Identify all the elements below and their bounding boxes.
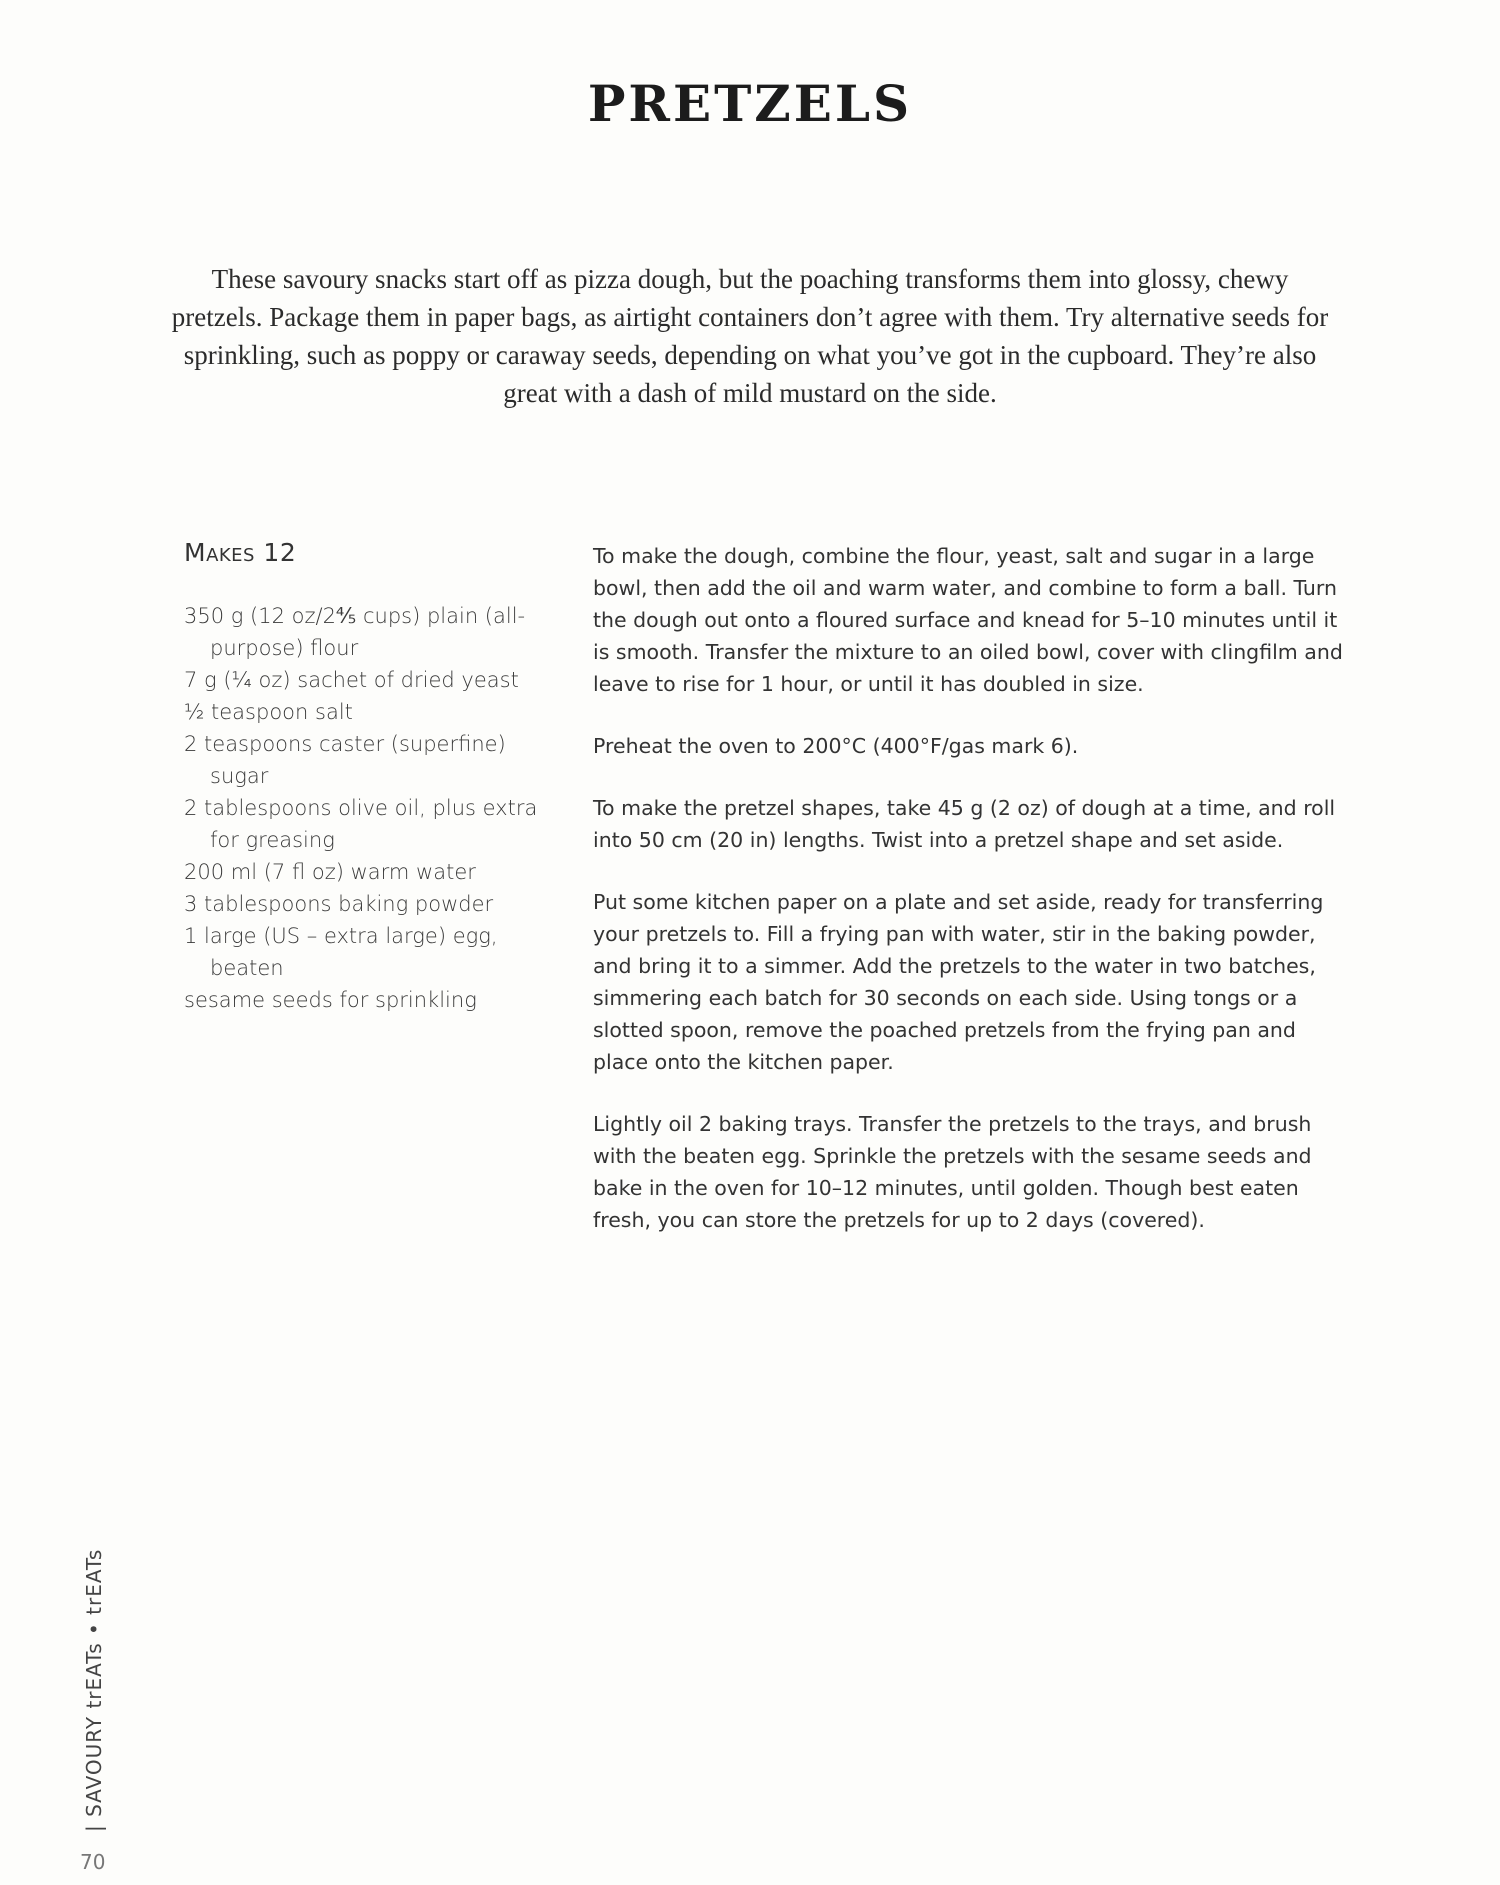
- ingredient-item: 350 g (12 oz/2⅘ cups) plain (all-purpose) flour: [184, 604, 526, 660]
- section-footer: | SAVOURY trEATs • trEATs: [82, 1548, 106, 1832]
- ingredient-item: 2 teaspoons caster (superfine) sugar: [184, 732, 506, 788]
- ingredient-item: 7 g (¼ oz) sachet of dried yeast: [184, 668, 519, 692]
- method-step: To make the pretzel shapes, take 45 g (2 oz) of dough at a time, and roll into 50 cm (20 in) lengths. Twist into a pretzel shape and set aside.: [593, 796, 1336, 852]
- ingredient-item: 200 ml (7 fl oz) warm water: [184, 860, 476, 884]
- method-section: [593, 540, 1355, 1266]
- ingredient-item: 1 large (US – extra large) egg, beaten: [184, 924, 498, 980]
- ingredient-list: [184, 600, 564, 1016]
- method-step: Put some kitchen paper on a plate and set aside, ready for transferring your pretzels to. Fill a frying pan with water, stir in the baking powder, and bring it to a simmer. Add the pretzels to the water in two batches, simmering each batch for 30 seconds on each side. Using tongs or a slotted spoon, remove the poached pretzels from the frying pan and place onto the kitchen paper.: [593, 890, 1324, 1074]
- method-step: To make the dough, combine the flour, yeast, salt and sugar in a large bowl, then add the oil and warm water, and combine to form a ball. Turn the dough out onto a floured surface and knead for 5–10 minutes until it is smooth. Transfer the mixture to an oiled bowl, cover with clingfilm and leave to rise for 1 hour, or until it has doubled in size.: [593, 544, 1343, 696]
- page-title: PRETZELS: [587, 74, 913, 133]
- ingredient-item: sesame seeds for sprinkling: [184, 988, 477, 1012]
- recipe-yield: Makes 12: [184, 538, 297, 567]
- ingredient-item: 3 tablespoons baking powder: [184, 892, 494, 916]
- method-step: Lightly oil 2 baking trays. Transfer the pretzels to the trays, and brush with the beaten egg. Sprinkle the pretzels with the sesame seeds and bake in the oven for 10–12 minutes, until golden. Though best eaten fresh, you can store the pretzels for up to 2 days (covered).: [593, 1112, 1312, 1232]
- ingredient-item: ½ teaspoon salt: [184, 700, 353, 724]
- method-step: Preheat the oven to 200°C (400°F/gas mark 6).: [593, 734, 1079, 758]
- ingredient-item: 2 tablespoons olive oil, plus extra for greasing: [184, 796, 538, 852]
- page-number: 70: [80, 1850, 106, 1874]
- recipe-intro: These savoury snacks start off as pizza dough, but the poaching transforms them into glossy, chewy pretzels. Package them in paper bags, as airtight containers don’t agree with them. Try alternative seeds for sprinkling, such as poppy or caraway seeds, depending on what you’ve got in the cupboard. They’re also great with a dash of mild mustard on the side.: [171, 264, 1329, 408]
